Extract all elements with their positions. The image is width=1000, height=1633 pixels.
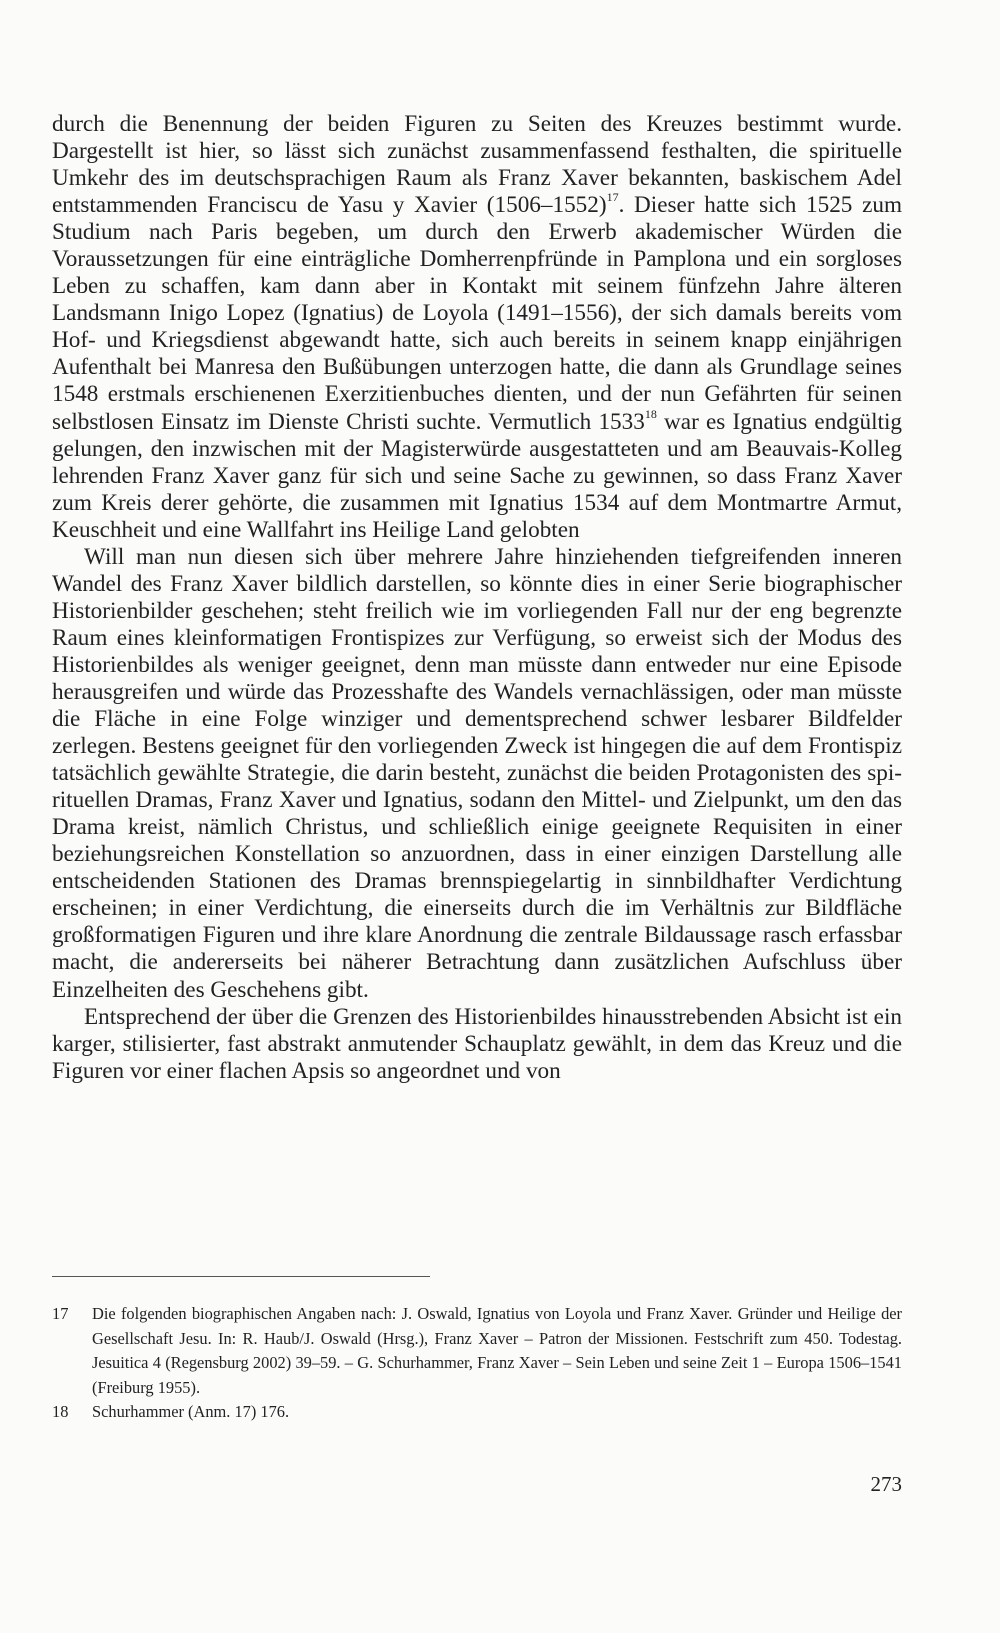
footnote-number: 18: [52, 1402, 69, 1421]
body-text: [52, 111, 902, 1085]
footnote-separator: [52, 1276, 430, 1277]
footnote-17: [52, 1302, 902, 1400]
paragraph-3: Entsprechend der über die Grenzen des Historienbildes hinausstrebenden Absicht ist ein karger, stilisierter, fast abstrakt anmutender Schauplatz gewählt, in dem das Kreuz und die Figuren vor einer flachen Apsis so angeordnet und von: [52, 1003, 902, 1084]
footnote-number: 17: [52, 1304, 69, 1323]
paragraph-1: [52, 111, 902, 544]
footnote-text: Schurhammer (Anm. 17) 176.: [92, 1402, 290, 1421]
footnotes: [52, 1302, 902, 1425]
paragraph-1-part-c: war es Ignatius endgültig gelungen, den inzwischen mit der Magisterwürde ausgestatteten und am Beauvais-Kolleg lehrenden Franz Xaver ganz für sich und seine Sache zu gewinnen, so dass Franz Xaver zum Kreis derer gehörte, die zusammen mit Ignatius 1534 auf dem Montmartre Armut, Keuschheit und eine Wallfahrt ins Heilige Land gelobten: [52, 408, 902, 543]
paragraph-1-part-a: durch die Benennung der beiden Figuren zu Seiten des Kreuzes bestimmt wurde. Dargestellt ist hier, so lässt sich zunächst zusammenfassend festhalten, die spirituelle Umkehr des im deutschsprachigen Raum als Franz Xaver bekannten, baskischem Adel entstammenden Franciscu de Yasu y Xavier (1506–1552): [52, 111, 902, 219]
paragraph-2: Will man nun diesen sich über mehrere Jahre hinziehenden tiefgreifenden inneren Wandel des Franz Xaver bildlich darstellen, so könnte dies in einer Serie biographischer Historienbilder geschehen; steht freilich wie im vorliegenden Fall nur der eng begrenzte Raum eines kleinformatigen Frontispizes zur Verfügung, so erweist sich der Modus des Historienbildes als weniger geeignet, denn man müsste dann entweder nur eine Episode herausgreifen und würde das Prozesshafte des Wandels vernachlässigen, oder man müsste die Fläche in eine Folge winziger und dementsprechend schwer lesbarer Bildfelder zerlegen. Bestens geeignet für den vorliegenden Zweck ist hingegen die auf dem Frontispiz tatsächlich gewählte Strategie, die darin besteht, zunächst die beiden Protagonisten des spirituellen Dramas, Franz Xaver und Ignatius, sodann den Mittel- und Zielpunkt, um den das Drama kreist, nämlich Christus, und schließlich einige geeignete Requisiten in einer beziehungsreichen Konstellation so anzuordnen, dass in einer einzigen Darstellung alle entscheidenden Stationen des Dramas brennspiegelartig in sinnbildhafter Verdichtung erscheinen; in einer Verdichtung, die einerseits durch die im Verhältnis zur Bildfläche großformatigen Figuren und ihre klare Anordnung die zentrale Bildaussage rasch erfassbar macht, die andererseits bei näherer Betrachtung dann zusätzlichen Aufschluss über Einzelheiten des Geschehens gibt.: [52, 543, 902, 1003]
footnote-18: [52, 1400, 902, 1425]
footnote-reference-18: 18: [644, 406, 657, 421]
paragraph-1-part-b: . Dieser hatte sich 1525 zum Studium nach Paris begeben, um durch den Erwerb akademischer Würden die Voraussetzungen für eine einträgliche Domherrenpfründe in Pamplona und ein sorgloses Leben zu schaffen, kam dann aber in Kontakt mit seinem fünfzehn Jahre älteren Landsmann Inigo Lopez (Ignatius) de Loyola (1491–1556), der sich damals bereits vom Hof- und Kriegsdienst abgewandt hatte, sich auch bereits in seinem knapp einjährigen Aufenthalt bei Manresa den Bußübungen unterzogen hatte, die dann als Grundlage seines 1548 erstmals erschienenen Exerzitienbuches dienten, und der nun Gefährten für seinen selbstlosen Einsatz im Dienste Christi suchte. Vermutlich 1533: [52, 192, 902, 435]
footnote-text: Die folgenden biographischen Angaben nach: J. Oswald, Ignatius von Loyola und Franz Xaver. Gründer und Heilige der Gesellschaft Jesu. In: R. Haub/J. Oswald (Hrsg.), Franz Xaver – Patron der Missionen. Festschrift zum 450. Todestag. Jesuitica 4 (Regensburg 2002) 39–59. – G. Schurhammer, Franz Xaver – Sein Leben und seine Zeit 1 – Europa 1506–1541 (Freiburg 1955).: [92, 1304, 902, 1397]
page-number: 273: [870, 1472, 902, 1496]
footnote-reference-17: 17: [606, 190, 619, 205]
